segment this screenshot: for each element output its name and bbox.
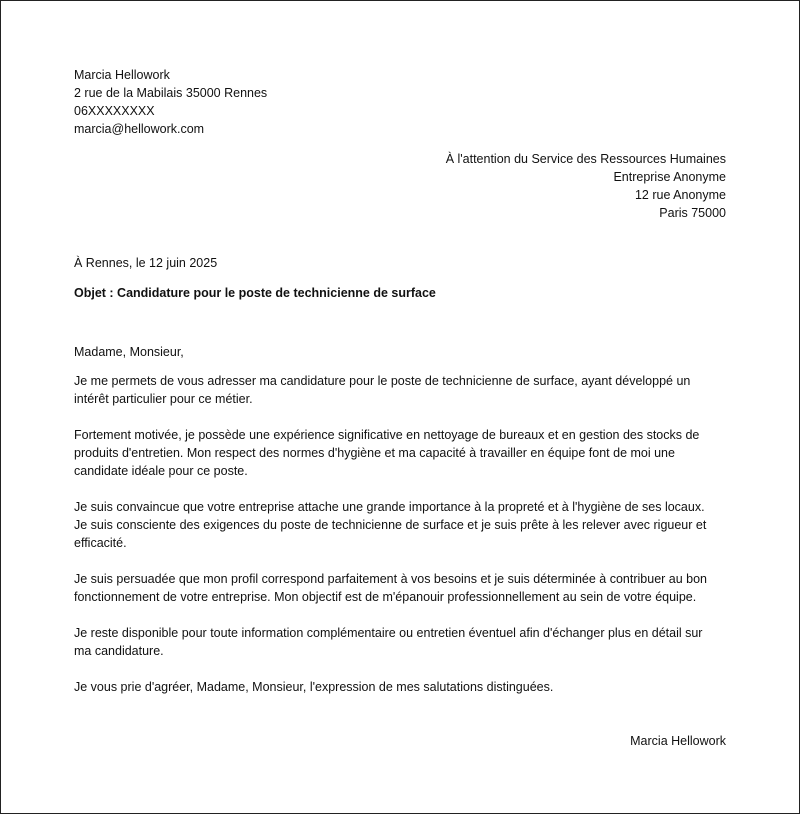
paragraph-line: Je vous prie d'agréer, Madame, Monsieur, l'expression de mes salutations distinguées. — [74, 680, 554, 694]
paragraph-line: candidate idéale pour ce poste. — [74, 464, 248, 478]
recipient-street: 12 rue Anonyme — [634, 188, 726, 202]
closing-formula — [74, 678, 734, 696]
paragraph-line: efficacité. — [74, 536, 127, 550]
paragraph-line: Je reste disponible pour toute information complémentaire ou entretien éventuel afin d'échanger plus en détail sur — [74, 626, 703, 640]
paragraph-3 — [74, 498, 734, 552]
recipient-attention: À l'attention du Service des Ressources Humaines — [445, 152, 726, 166]
paragraph-line: ma candidature. — [74, 644, 164, 658]
paragraph-line: produits d'entretien. Mon respect des normes d'hygiène et ma capacité à travailler en équipe font de moi une — [74, 446, 675, 460]
subject-line: Objet : Candidature pour le poste de technicienne de surface — [74, 286, 436, 300]
paragraph-line: intérêt particulier pour ce métier. — [74, 392, 253, 406]
signature: Marcia Hellowork — [630, 734, 726, 748]
paragraph-line: Je me permets de vous adresser ma candidature pour le poste de technicienne de surface, ayant développé un — [74, 374, 691, 388]
sender-phone: 06XXXXXXXX — [74, 104, 155, 118]
salutation: Madame, Monsieur, — [74, 345, 184, 359]
paragraph-4 — [74, 570, 734, 606]
paragraph-line: Je suis persuadée que mon profil correspond parfaitement à vos besoins et je suis déterminée à contribuer au bon — [74, 572, 708, 586]
paragraph-line: fonctionnement de votre entreprise. Mon objectif est de m'épanouir professionnellement au sein de votre équipe. — [74, 590, 697, 604]
sender-name: Marcia Hellowork — [74, 68, 170, 82]
recipient-company: Entreprise Anonyme — [613, 170, 726, 184]
paragraph-line: Fortement motivée, je possède une expérience significative en nettoyage de bureaux et en gestion des stocks de — [74, 428, 700, 442]
paragraph-2 — [74, 426, 734, 480]
paragraph-line: Je suis convaincue que votre entreprise attache une grande importance à la propreté et à l'hygiène de ses locaux. — [74, 500, 705, 514]
date-line: À Rennes, le 12 juin 2025 — [74, 256, 218, 270]
recipient-city: Paris 75000 — [659, 206, 726, 220]
sender-email: marcia@hellowork.com — [74, 122, 205, 136]
sender-address: 2 rue de la Mabilais 35000 Rennes — [74, 86, 268, 100]
paragraph-1 — [74, 372, 734, 408]
paragraph-5 — [74, 624, 734, 660]
paragraph-line: Je suis consciente des exigences du poste de technicienne de surface et je suis prête à les relever avec rigueur et — [74, 518, 707, 532]
